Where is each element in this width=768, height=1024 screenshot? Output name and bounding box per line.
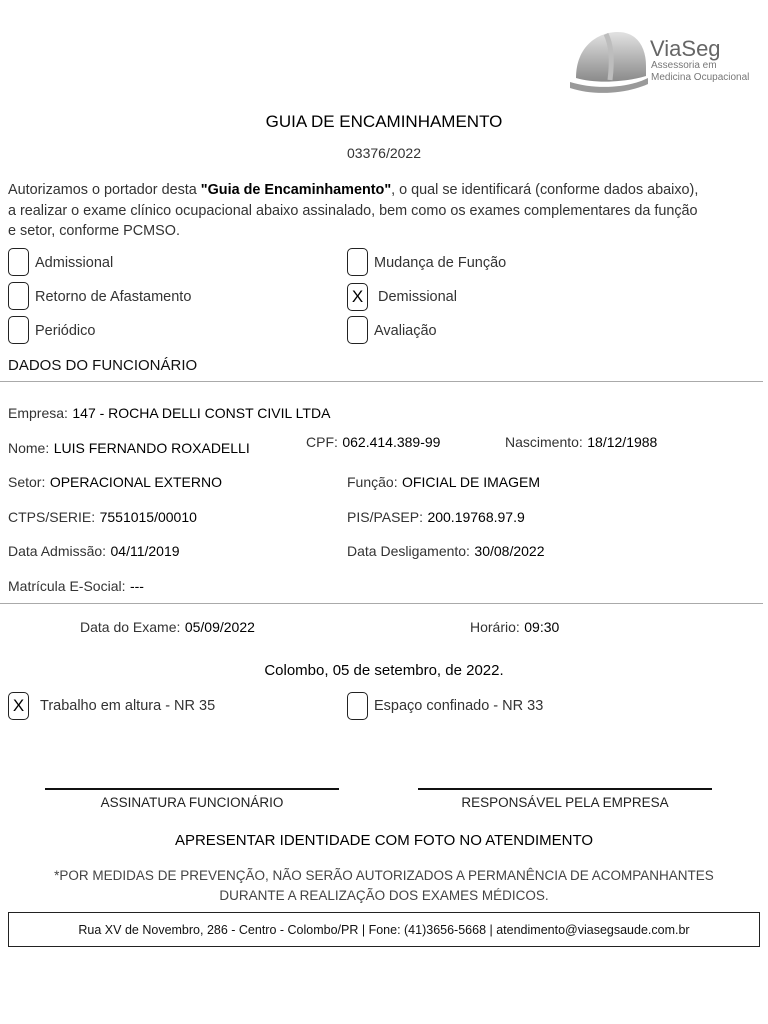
checkbox-admissional[interactable] [8,248,29,276]
admissao-label: Data Admissão: [8,543,107,559]
checkbox-retorno-afastamento[interactable] [8,282,29,310]
empresa-label: Empresa: [8,405,68,421]
matricula-field [8,578,144,596]
employee-signature-line [45,788,339,790]
warning-line-2: DURANTE A REALIZAÇÃO DOS EXAMES MÉDICOS. [219,888,549,903]
employee-signature-label: ASSINATURA FUNCIONÁRIO [100,795,284,810]
logo-tagline-2: Medicina Ocupacional [651,72,750,83]
ctps-label: CTPS/SERIE: [8,509,96,525]
checkbox-mudanca-funcao[interactable] [347,248,368,276]
section-title-funcionario: DADOS DO FUNCIONÁRIO [8,357,198,374]
empresa-value: 147 - ROCHA DELLI CONST CIVIL LTDA [72,405,331,421]
place-date: Colombo, 05 de setembro, de 2022. [264,662,504,679]
empresa-row [8,405,330,423]
admissao-value: 04/11/2019 [110,543,180,559]
label-admissional: Admissional [35,255,114,271]
footer-contact-text: Rua XV de Novembro, 286 - Centro - Colombo/PR | Fone: (41)3656-5668 | atendimento@viasegsaude.com.br [78,922,690,937]
intro-text-2: , o qual se identificará (conforme dados abaixo), [391,182,699,198]
label-periodico: Periódico [35,323,96,339]
id-notice: APRESENTAR IDENTIDADE COM FOTO NO ATENDIMENTO [174,832,594,849]
page-title: GUIA DE ENCAMINHAMENTO [265,112,503,131]
setor-field [8,474,222,492]
logo-brand: ViaSeg [650,36,721,61]
cpf-value: 062.414.389-99 [342,434,441,450]
exam-date-value: 05/09/2022 [184,619,255,635]
intro-highlight: "Guia de Encaminhamento" [200,182,392,198]
funcao-field [347,474,540,492]
matricula-value: --- [129,578,144,594]
pis-value: 200.19768.97.9 [427,509,525,525]
checkbox-avaliacao[interactable] [347,316,368,344]
desligamento-field [347,543,544,561]
company-logo [566,26,766,96]
nome-label: Nome: [8,440,50,456]
desligamento-value: 30/08/2022 [474,543,545,559]
setor-value: OPERACIONAL EXTERNO [49,474,222,490]
matricula-label: Matrícula E-Social: [8,578,126,594]
company-signature-label: RESPONSÁVEL PELA EMPRESA [461,795,669,810]
cpf-field [306,434,440,452]
nascimento-value: 18/12/1988 [587,434,658,450]
section-divider [0,381,763,382]
desligamento-label: Data Desligamento: [347,543,470,559]
checkbox-demissional[interactable]: X [347,283,368,311]
intro-line-2: a realizar o exame clínico ocupacional abaixo assinalado, bem como os exames complementares da função [8,202,698,219]
checkbox-nr33[interactable] [347,692,368,720]
label-mudanca-funcao: Mudança de Função [374,255,507,271]
intro-text-1: Autorizamos o portador desta [8,182,201,198]
ctps-field [8,509,197,527]
cpf-label: CPF: [306,434,338,450]
logo-tagline-1: Assessoria em [651,60,717,71]
checkbox-periodico[interactable] [8,316,29,344]
company-signature-line [418,788,712,790]
pis-label: PIS/PASEP: [347,509,423,525]
checkbox-nr35[interactable]: X [8,692,29,720]
exam-time-value: 09:30 [524,619,560,635]
funcao-label: Função: [347,474,398,490]
exam-time-label: Horário: [470,619,520,635]
nascimento-field [505,434,657,452]
intro-paragraph [8,180,698,242]
warning-line-1: *POR MEDIDAS DE PREVENÇÃO, NÃO SERÃO AUTORIZADOS A PERMANÊNCIA DE ACOMPANHANTES [54,868,714,883]
label-retorno-afastamento: Retorno de Afastamento [35,289,192,305]
funcao-value: OFICIAL DE IMAGEM [402,474,540,490]
intro-line-3: e setor, conforme PCMSO. [8,223,180,239]
label-nr33: Espaço confinado - NR 33 [374,698,544,714]
admissao-field [8,543,180,561]
ctps-value: 7551015/00010 [99,509,197,525]
data-divider [0,603,763,604]
exam-date-field [80,619,255,637]
nome-value: LUIS FERNANDO ROXADELLI [53,440,250,456]
label-demissional: Demissional [378,289,457,305]
footer-contact-box [8,912,760,947]
prevention-warning [0,866,768,906]
label-nr35: Trabalho em altura - NR 35 [40,698,216,714]
exam-time-field [470,619,559,637]
setor-label: Setor: [8,474,46,490]
pis-field [347,509,525,527]
label-avaliacao: Avaliação [374,323,437,339]
nascimento-label: Nascimento: [505,434,583,450]
hard-hat-icon [566,26,650,96]
nome-row [8,440,250,458]
document-number: 03376/2022 [347,145,421,161]
exam-date-label: Data do Exame: [80,619,181,635]
